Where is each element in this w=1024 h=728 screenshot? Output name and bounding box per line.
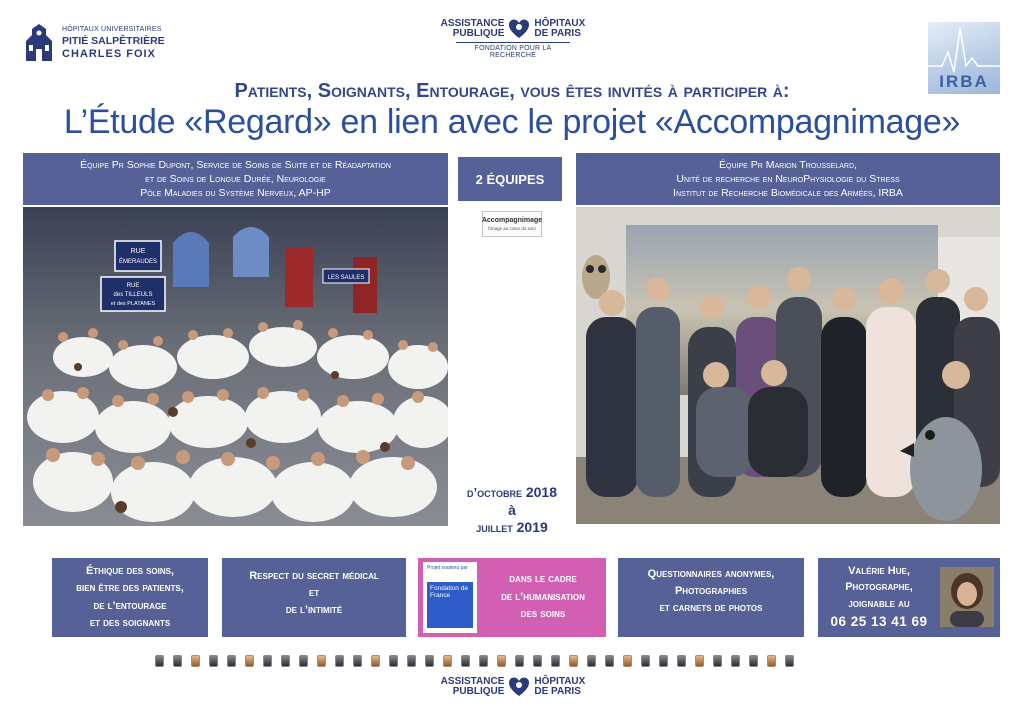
date-to-month: juillet [476,520,513,535]
film-square [641,655,650,667]
ethics-box [52,558,208,637]
pitie-line1: HÔPITAUX UNIVERSITAIRES [62,26,162,34]
irba-logo [928,22,1000,94]
aphp-right1: HÔPITAUX [534,18,586,29]
ethics-line3: de l’entourage [93,599,167,612]
two-teams-badge: 2 ÉQUIPES [458,157,562,201]
respect-line3: de l’intimité [285,604,343,617]
invitation-title: Patients, Soignants, Entourage, vous êtes invités à participer à: [234,80,790,102]
date-to-year: 2019 [516,519,548,535]
accompagnimage-logo [482,211,542,237]
irba-wave-icon [928,22,1000,78]
film-square [587,655,596,667]
team-left-line3: Pôle Maladies du Système Nerveux, AP-HP [140,187,331,200]
film-square [479,655,488,667]
accompagnimage-title: Accompagnimage [481,217,543,224]
irba-text: IRBA [939,72,989,91]
photographer-name: Valérie Hue, [848,564,910,577]
sign-3-line3: et des PLATANES [110,301,156,307]
photographer-phone[interactable]: 06 25 13 41 69 [830,614,928,630]
team-left-line1: Équipe Pr Sophie Dupont, Service de Soins de Suite et de Réadaptation [80,158,391,171]
date-from-label: d’octobre [467,485,522,500]
aphp-heart-icon [508,676,530,698]
questionnaires-line2: Photographies [674,585,748,598]
film-square [767,655,776,667]
team-right-line2: Unité de recherche en NeuroPhysiologie du Stress [676,172,900,185]
cadre-line2: de l’humanisation [501,590,585,603]
footer-aphp-logo [438,676,588,712]
photographer-box [818,558,1000,637]
film-square [713,655,722,667]
team-right-line1: Équipe Pr Marion Trousselard, [719,158,857,171]
questionnaires-line1: Questionnaires anonymes, [647,568,775,580]
sign-3-line1: RUE [126,283,140,289]
film-square [749,655,758,667]
film-square [371,655,380,667]
film-square [695,655,704,667]
film-square [407,655,416,667]
pitie-line2: PITIÉ SALPÊTRIÈRE [62,35,165,48]
film-square [731,655,740,667]
film-square [785,655,794,667]
film-square [497,655,506,667]
photographer-portrait [940,567,994,627]
film-square [299,655,308,667]
footer-aphp-left1: ASSISTANCE [440,676,505,687]
sign-3-line2: des TILLEULS [113,292,153,298]
film-square [155,655,164,667]
hospital-staff-group-photo [23,207,448,526]
photographer-role: Photographe, [845,581,913,594]
film-square [551,655,560,667]
film-square [389,655,398,667]
cadre-line1: dans le cadre [509,573,577,586]
aphp-fondation-logo [438,18,588,60]
film-square [245,655,254,667]
pitie-salpetriere-logo [22,20,182,66]
film-square [209,655,218,667]
sign-2-line1: LES SAULES [327,275,365,281]
aphp-heart-icon [508,18,530,40]
respect-line1: Respect du secret médical [249,570,379,582]
aphp-subtitle: FONDATION POUR LA RECHERCHE [456,42,570,59]
film-square [569,655,578,667]
film-square [677,655,686,667]
team-left-line2: et de Soins de Longue Durée, Neurologie [145,172,326,185]
film-square [191,655,200,667]
ethics-line1: Éthique des soins, [85,565,175,578]
film-square [659,655,668,667]
film-square [533,655,542,667]
cadre-text [480,558,606,637]
film-square [443,655,452,667]
film-square [317,655,326,667]
film-square [461,655,470,667]
team-photo-illustration [576,207,1000,524]
date-to-connector: à [508,501,516,518]
film-square [623,655,632,667]
pitie-line3: CHARLES FOIX [62,47,156,60]
film-square [263,655,272,667]
film-square [335,655,344,667]
questionnaires-line3: et carnets de photos [659,602,763,615]
film-square [281,655,290,667]
fondation-de-france-box [418,558,606,637]
sign-1-line1: RUE [130,248,146,255]
aphp-left2: PUBLIQUE [452,28,505,39]
aphp-left1: ASSISTANCE [440,18,505,29]
fondation-name: Fondation de France [427,582,473,628]
decorative-squares-row [155,655,869,669]
footer-aphp-right2: DE PARIS [534,686,581,697]
aphp-right2: DE PARIS [534,28,581,39]
study-dates [450,484,574,537]
team-right-box [576,153,1000,205]
date-from-year: 2018 [525,484,557,500]
questionnaires-box [618,558,804,637]
respect-line2: et [308,587,320,600]
film-square [605,655,614,667]
team-left-box [23,153,448,205]
fondation-small-text: Projet soutenu par [427,565,468,571]
ethics-line2: bien être des patients, [76,582,184,595]
ethics-line4: et des soignants [89,616,171,629]
team-right-line3: Institut de Recherche Biomédicale des Armées, IRBA [673,187,903,200]
film-square [515,655,524,667]
film-square [425,655,434,667]
cadre-line3: des soins [520,608,566,621]
pitie-emblem-icon [22,23,56,63]
sign-1-line2: ÉMERAUDES [118,259,158,265]
film-square [173,655,182,667]
footer-aphp-left2: PUBLIQUE [452,686,505,697]
staff-photo-illustration [23,207,448,526]
film-square [353,655,362,667]
photographer-contact-label: joignable au [848,597,910,610]
fondation-de-france-logo [423,562,477,633]
film-square [227,655,236,667]
footer-aphp-right1: HÔPITAUX [534,676,586,687]
accompagnimage-subtitle: l'image au cœur du soin [488,226,536,231]
research-team-group-photo [576,207,1000,524]
respect-box [222,558,406,637]
study-title: L’Étude «Regard» en lien avec le projet «Accompagnimage» [63,103,961,141]
